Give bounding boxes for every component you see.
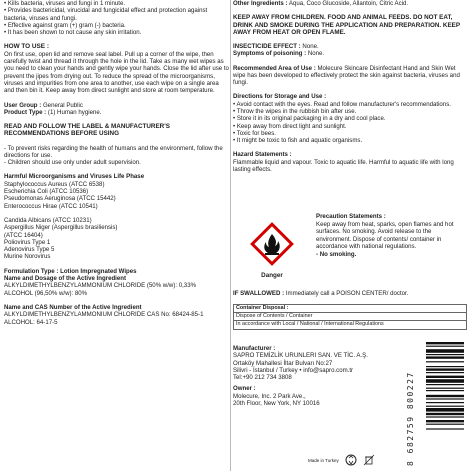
barcode-bar [426, 368, 464, 370]
cas-heading: Name and CAS Number of the Active Ingredient [4, 303, 142, 311]
insecticide-effect [233, 43, 465, 50]
barcode-bar [426, 376, 464, 378]
manufacturer-line: Ortaköy Mahallesi İltar Bulvarı No:27 [233, 359, 333, 367]
barcode-bar [426, 346, 464, 347]
precaution-text: Keep away from heat, sparks, open flames and hot surfaces. No smoking. Avoid release to the environment. Dispose of contents/ container in accordance with national regulations. [316, 220, 454, 251]
precaution-block [316, 213, 466, 259]
made-in-label: Made in Turkey [308, 457, 339, 463]
formulation-label: Formulation Type : [4, 267, 59, 275]
benefit-item: • It has been shown to not cause any skin irritation. [4, 29, 142, 37]
keep-away-warning: KEEP AWAY FROM CHILDREN. FOOD AND ANIMAL FEEDS. DO NOT EAT, DRINK AND SMOKE DURING THE APPLICATION AND PREPARATION. KEEP AWAY FROM HEAT OR OPEN FLAME. [233, 14, 460, 36]
how-to-use-text: On first use, open lid and remove seal label. Pull up a corner of the wipe, then carefully twist and thread it through the hole in the lid. Take as many wet wipes as you need to clean your hands and gently wipe your hands. Close the lid after use to prevent the jipes from drying out. To reduce the spread of the microorganisms, viruses and impurities from one area to another, use each wipe on a single area and then bin it. Keep away from direct sunlight and store at room temperature. [4, 50, 229, 95]
microorganisms-list-1 [4, 181, 230, 210]
directions-list [233, 101, 465, 145]
microorganism-item: Enterococcus Hirae (ATCC 10541) [4, 202, 98, 210]
bin-icon [363, 454, 375, 466]
barcode [426, 340, 464, 466]
barcode-bar [426, 402, 464, 403]
left-column [4, 0, 230, 326]
swallowed-label: IF SWALLOWED : [233, 290, 285, 297]
owner-line: 20th Floor, New York, NY 10016 [233, 400, 320, 408]
microorganism-item: Staphylococcus Aureus (ATCC 6538) [4, 180, 105, 188]
directions-heading: Directions for Storage and Use : [233, 93, 327, 101]
barcode-bar [426, 420, 464, 422]
barcode-bar [426, 356, 464, 358]
formulation-value: Lotion Impregnated Wipes [58, 267, 137, 275]
barcode-bar [426, 424, 464, 425]
product-type-value: (1) Human hygiene. [46, 108, 102, 116]
barcode-bar [426, 388, 464, 389]
barcode-bar [426, 372, 464, 373]
barcode-bar [426, 379, 464, 383]
column-divider [230, 0, 231, 471]
benefit-item: • Provides bactericidal, virucidal and fungicidal effect and protection against bacteria, viruses and fungi. [4, 7, 208, 22]
how-to-use-heading: HOW TO USE : [4, 43, 49, 51]
barcode-bar [426, 384, 464, 385]
direction-item: • Store it in its original packaging in a dry and cool place. [233, 115, 386, 123]
direction-item: • Keep away from direct light and sunlight. [233, 122, 347, 130]
barcode-bar [426, 406, 464, 407]
other-ingredients-value: Aqua, Coco Glucoside, Allantoin, Citric Acid. [287, 0, 409, 7]
microorganism-item: Aspergillus Niger (Aspergillus brasiliensis) [4, 224, 118, 232]
barcode-bar [426, 354, 464, 355]
barcode-bar [426, 342, 464, 344]
barcode-bar [426, 398, 464, 399]
barcode-bar [426, 390, 464, 391]
children-text: - Children should use only under adult supervision. [4, 159, 141, 167]
user-group-label: User Group : [4, 101, 42, 109]
benefits-list [4, 0, 230, 36]
benefit-item: • Effective against gram (+) gram (-) bacteria. [4, 21, 126, 29]
danger-label: Danger [261, 272, 283, 279]
insecticide-value: None. [300, 42, 319, 50]
footer-icons [308, 454, 375, 466]
microorganism-item: Adenovirus Type 5 [4, 246, 55, 254]
user-group [4, 102, 230, 109]
insecticide-label: INSECTICIDE EFFECT : [233, 42, 301, 50]
swallowed-value: Immediately call a POISON CENTER/ doctor. [284, 290, 409, 297]
disposal-line: In accordance with Local / National / International Regulations [236, 321, 384, 328]
right-column [233, 0, 465, 173]
prevent-risks-text: - To prevent risks regarding the health of humans and the environment, follow the directions for use. [4, 144, 223, 159]
precaution-last: - No smoking. [316, 250, 357, 258]
microorganism-item: Candida Albicans (ATCC 10231) [4, 216, 92, 224]
recommended-label: Recommended Area of Use : [233, 64, 316, 72]
microorganism-item: Poliovirus Type 1 [4, 238, 51, 246]
benefit-item: • Kills bacteria, viruses and fungi in 1 minute. [4, 0, 126, 7]
microorganism-item: Murine Norovirus [4, 253, 51, 261]
barcode-bar [426, 349, 464, 353]
microorganism-item: Pseudomonas Aeruginosa (ATCC 15442) [4, 195, 116, 203]
recycle-icon [345, 454, 357, 466]
poisoning-value: None. [306, 50, 325, 58]
manufacturer-block [233, 345, 403, 407]
barcode-bar [426, 361, 464, 362]
dosage-line: ALCOHOL (96,50% w/w): 80% [4, 289, 88, 297]
product-type-label: Product Type : [4, 108, 47, 116]
dosage-line: ALKYLDIMETHYLBENZYLAMMONIUM CHLORIDE (50% w/w): 0,33% [4, 282, 196, 290]
flame-icon [250, 222, 294, 266]
manufacturer-line: SAPRO TEMİZLİK URUNLERI SAN. VE TİC. A.Ş. [233, 352, 368, 360]
recommended-value: Molecure Skincare Disinfectant Hand and Skin Wet wipe has been developed to effectively protect the skin against bacteria, viruses and fungi. [233, 64, 460, 87]
product-type [4, 109, 230, 116]
disposal-heading: Container Disposal : [234, 305, 466, 313]
poisoning-label: Symptoms of poisoning : [233, 50, 307, 58]
microorganisms-list-2 [4, 217, 230, 261]
container-disposal-table [233, 304, 467, 330]
precaution-heading: Precaution Statements : [316, 213, 386, 220]
if-swallowed [233, 290, 465, 297]
barcode-bar [426, 416, 464, 417]
barcode-bar [426, 408, 464, 412]
microorganism-item: (ATCC 16404) [4, 231, 43, 239]
direction-item: • Toxic for bees. [233, 129, 277, 137]
manufacturer-heading: Manufacturer : [233, 345, 276, 352]
ghs-pictogram [244, 222, 304, 279]
dosage-heading: Name and Dosage of the Active Ingredient [4, 275, 127, 283]
direction-item: • Throw the wipes in the rubbish bin after use. [233, 107, 357, 115]
barcode-bar [426, 395, 464, 397]
barcode-number: 8 682759 800227 [406, 371, 415, 466]
cas-line: ALKYLDIMETHYLBENZYLAMMONIUM CHLORIDE CAS No: 68424-85-1 [4, 311, 204, 319]
other-ingredients-label: Other Ingredients : [233, 0, 288, 7]
user-group-value: General Public [41, 101, 83, 109]
formulation-type [4, 268, 230, 275]
microorganisms-heading: Harmful Microorganisms and Viruses Life Phase [4, 173, 145, 181]
direction-item: • Avoid contact with the eyes. Read and follow manufacturer's recommendations. [233, 100, 451, 108]
owner-line: Molecure, Inc. 2 Park Ave., [233, 392, 306, 400]
hazard-text: Flammable liquid and vapour. Toxic to aquatic life. Harmful to aquatic life with long lasting effects. [233, 158, 454, 174]
manufacturer-line: Silivri - İstanbul / Turkey • info@sapro.com.tr [233, 366, 354, 374]
barcode-bar [426, 366, 464, 367]
barcode-bar [426, 428, 464, 429]
recommended-area [233, 65, 465, 87]
owner-heading: Owner : [233, 385, 256, 393]
read-follow-warning: READ AND FOLLOW THE LABEL & MANUFACTURER'S RECOMMENDATIONS BEFORE USING [4, 123, 170, 138]
hazard-heading: Hazard Statements : [233, 151, 292, 159]
manufacturer-line: Tel:+90 212 734 3808 [233, 374, 292, 382]
poisoning-symptoms [233, 50, 465, 57]
other-ingredients [233, 0, 465, 7]
cas-line: ALCOHOL: 64-17-5 [4, 318, 58, 326]
disposal-line: Dispose of Contents / Container [234, 313, 466, 321]
direction-item: • It might be toxic to fish and aquatic organisms. [233, 137, 363, 145]
microorganism-item: Escherichia Coli (ATCC 10536) [4, 188, 89, 196]
barcode-bar [426, 413, 464, 415]
